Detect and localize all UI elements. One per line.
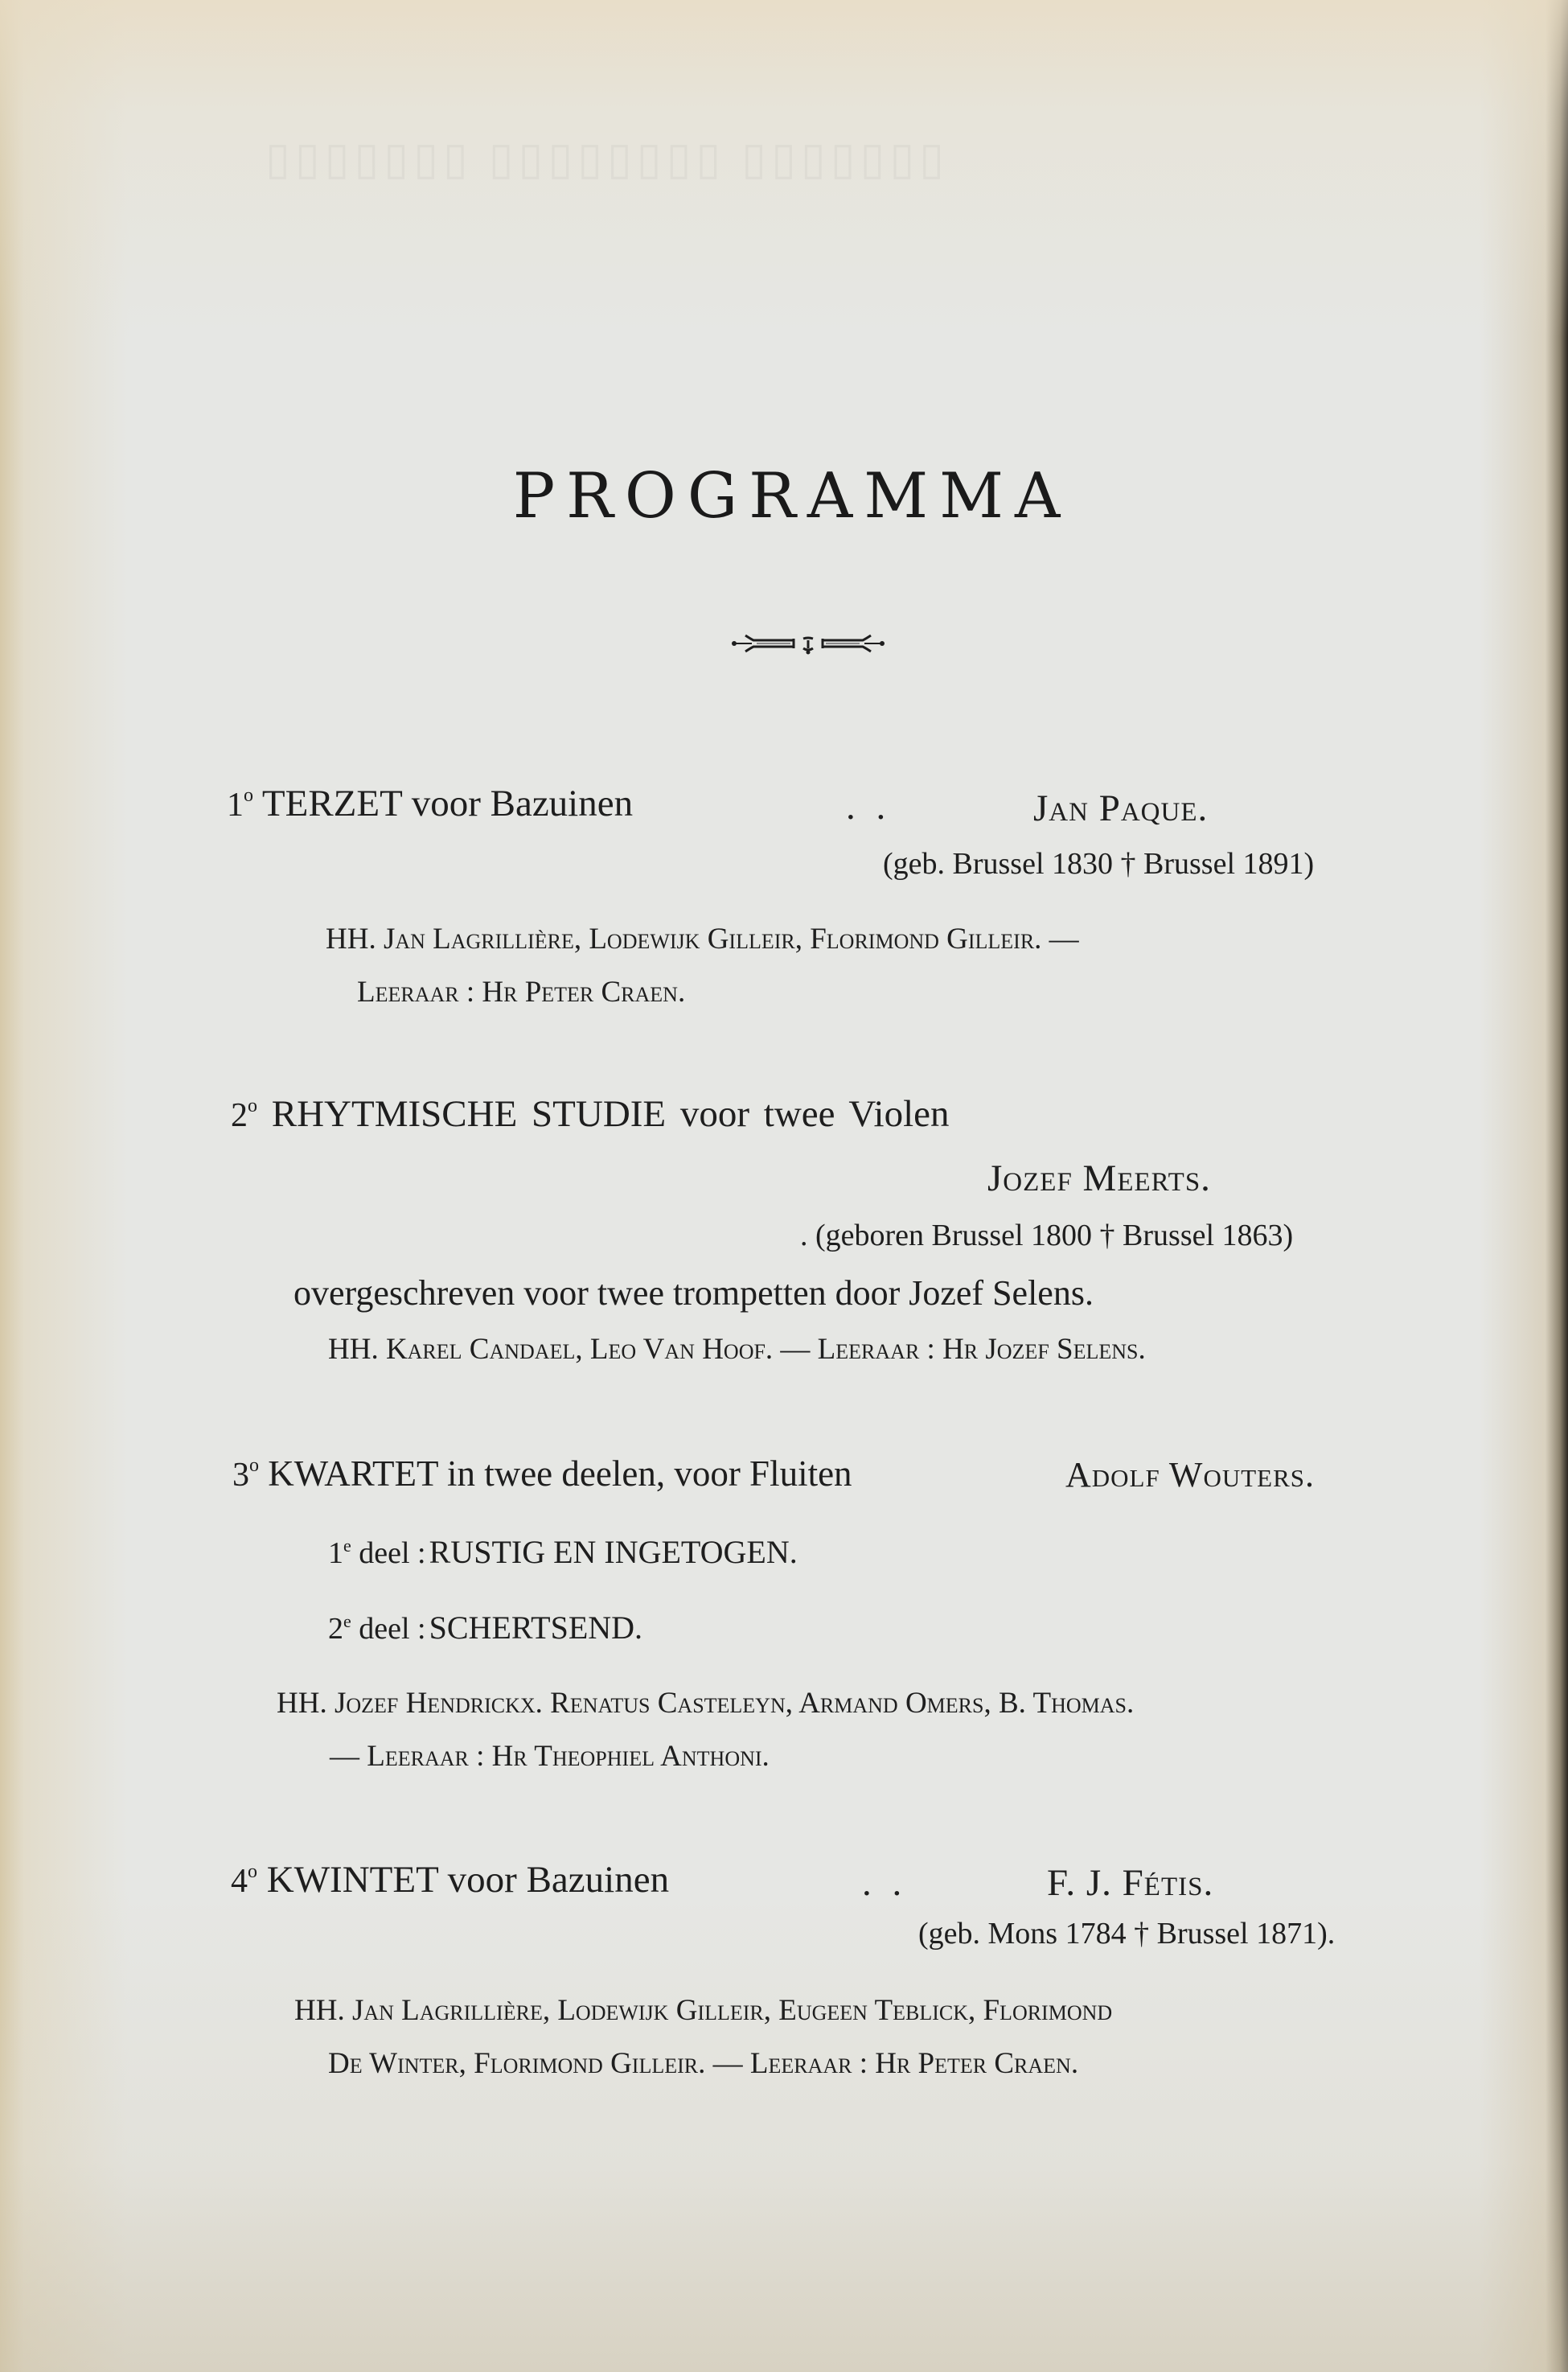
ornament-divider-icon [728, 629, 889, 658]
dot-leader: . . [846, 786, 886, 828]
teacher: Leeraar : Hr Peter Craen. [357, 976, 686, 1009]
composer-name: Jozef Meerts. [987, 1157, 1211, 1199]
teacher: De Winter, Florimond Gilleir. — Leeraar : Hr Peter Craen. [328, 2047, 1079, 2080]
composer-dates: . (geboren Brussel 1800 † Brussel 1863) [800, 1219, 1294, 1252]
work-title: KWINTET voor Bazuinen [266, 1859, 670, 1901]
movement-title: SCHERTSEND. [429, 1609, 643, 1646]
movement-1 [328, 1533, 798, 1571]
work-title: TERZET voor Bazuinen [261, 783, 634, 824]
performers: HH. Jozef Hendrickx. Renatus Casteleyn, Armand Omers, B. Thomas. [277, 1687, 1135, 1720]
composer-name: F. J. Fétis. [1047, 1862, 1214, 1904]
movement-2 [328, 1609, 642, 1646]
composer-dates: (geb. Brussel 1830 † Brussel 1891) [883, 847, 1315, 881]
performers: HH. Jan Lagrillière, Lodewijk Gilleir, Eugeen Teblick, Florimond [294, 1994, 1113, 2027]
entry-number: 1$^o$ [227, 785, 253, 824]
entry-1-heading [227, 782, 633, 825]
entry-4-heading [231, 1858, 669, 1901]
dot-leader: . . [862, 1862, 902, 1904]
performers: HH. Karel Candael, Leo Van Hoof. — Leeraar : Hr Jozef Selens. [328, 1333, 1146, 1366]
entry-number: 4$^o$ [231, 1861, 257, 1900]
entry-number: 2$^o$ [231, 1096, 257, 1134]
arrangement-note: overgeschreven voor twee trompetten door Jozef Selens. [293, 1273, 1094, 1313]
page-title: PROGRAMMA [512, 460, 1072, 533]
performers: HH. Jan Lagrillière, Lodewijk Gilleir, Florimond Gilleir. — [326, 923, 1079, 956]
movement-label: 2e deel : [328, 1611, 426, 1646]
entry-2-heading [231, 1092, 950, 1136]
entry-3-heading [232, 1453, 852, 1494]
bleed-through-text: ▯▯▯▯▯▯▯ ▯▯▯▯▯▯▯▯ ▯▯▯▯▯▯▯ [265, 134, 949, 184]
composer-name: Jan Paque. [1033, 787, 1209, 829]
composer-dates: (geb. Mons 1784 † Brussel 1871). [918, 1917, 1336, 1951]
composer-name: Adolf Wouters. [1065, 1455, 1316, 1494]
movement-title: RUSTIG EN INGETOGEN. [429, 1534, 798, 1570]
work-title: RHYTMISCHE STUDIE voor twee Violen [271, 1093, 950, 1135]
entry-number: 3$^o$ [232, 1455, 259, 1494]
movement-label: 1e deel : [328, 1535, 426, 1570]
teacher: — Leeraar : Hr Theophiel Anthoni. [330, 1740, 770, 1773]
work-title: KWARTET in twee deelen, voor Fluiten [268, 1453, 852, 1494]
